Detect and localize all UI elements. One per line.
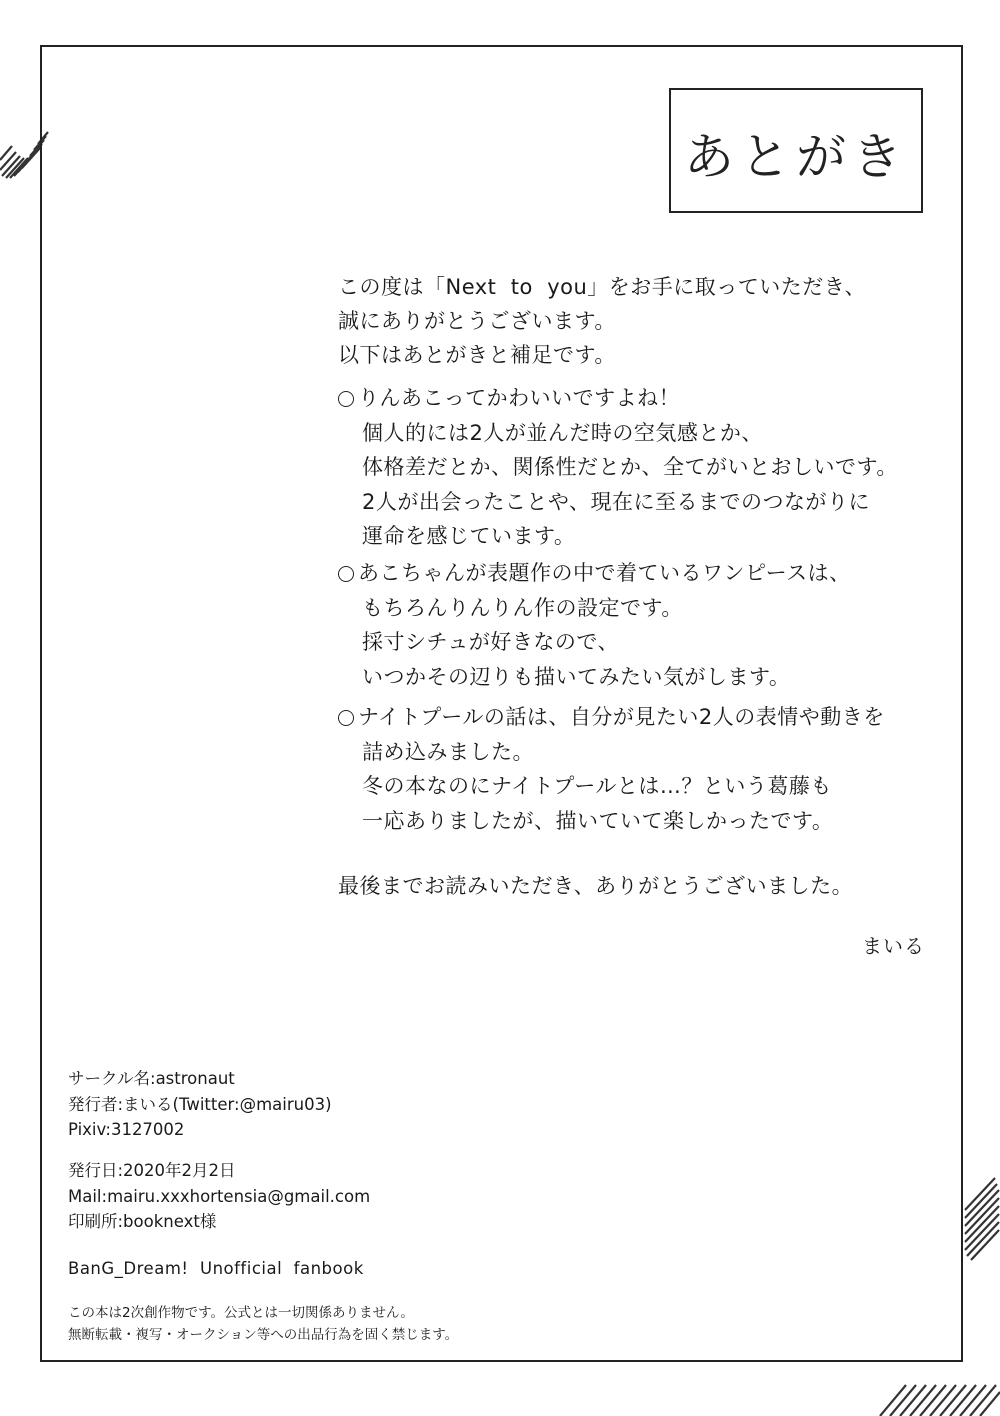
author-signature: まいる — [862, 934, 925, 958]
page-title: あとがき — [684, 127, 908, 186]
note-line: 体格差だとか、関係性だとか、全てがいとおしいです。 — [362, 455, 898, 479]
printer: 印刷所:booknext様 — [68, 1212, 217, 1231]
notice-line: 無断転載・複写・オークション等への出品行為を固く禁じます。 — [68, 1327, 459, 1343]
note-line: もちろんりんりん作の設定です。 — [362, 595, 683, 620]
circle-name: サークル名:astronaut — [68, 1069, 235, 1088]
intro-line: この度は「Next to you」をお手に取っていただき、 — [338, 275, 866, 299]
note-line: 運命を感じています。 — [362, 524, 576, 548]
circle-bullet-icon — [338, 710, 354, 726]
contact-mail: Mail:mairu.xxxhortensia@gmail.com — [68, 1186, 371, 1206]
pixiv-id: Pixiv:3127002 — [68, 1120, 185, 1139]
note-line: ナイトプールの話は、自分が見たい2人の表情や動きを — [358, 705, 885, 729]
note-line: 2人が出会ったことや、現在に至るまでのつながりに — [362, 489, 870, 514]
note-item — [338, 700, 885, 838]
note-line: あこちゃんが表題作の中で着ているワンピースは、 — [358, 561, 851, 585]
title-box — [669, 88, 923, 213]
intro-line: 誠にありがとうございます。 — [338, 309, 616, 333]
note-line: 採寸シチュが好きなので、 — [362, 630, 619, 654]
circle-bullet-icon — [338, 566, 354, 582]
colophon-block — [68, 1066, 332, 1143]
publisher: 発行者:まいる(Twitter:@mairu03) — [68, 1094, 332, 1114]
note-item — [338, 556, 851, 694]
intro-line: 以下はあとがきと補足です。 — [338, 343, 616, 367]
note-line: 個人的には2人が並んだ時の空気感とか、 — [362, 420, 763, 445]
note-line: りんあこってかわいいですよね！ — [358, 386, 681, 410]
note-line: 一応ありましたが、描いていて楽しかったです。 — [362, 808, 834, 833]
circle-bullet-icon — [338, 391, 354, 407]
note-line: 詰め込みました。 — [362, 739, 534, 764]
intro-paragraph — [338, 270, 866, 372]
note-item — [338, 381, 898, 554]
closing-line: 最後までお読みいただき、ありがとうございました。 — [338, 874, 854, 898]
publish-date: 発行日:2020年2月2日 — [68, 1161, 236, 1180]
legal-notice — [68, 1302, 458, 1346]
notice-line: この本は2次創作物です。公式とは一切関係ありません。 — [68, 1305, 414, 1321]
colophon-block — [68, 1158, 370, 1235]
hatch-decoration-bottom — [860, 1355, 1000, 1416]
note-line: 冬の本なのにナイトプールとは…？という葛藤も — [362, 774, 832, 798]
fanbook-label: BanG_Dream! Unofficial fanbook — [68, 1259, 364, 1278]
note-line: いつかその辺りも描いてみたい気がします。 — [362, 664, 791, 689]
